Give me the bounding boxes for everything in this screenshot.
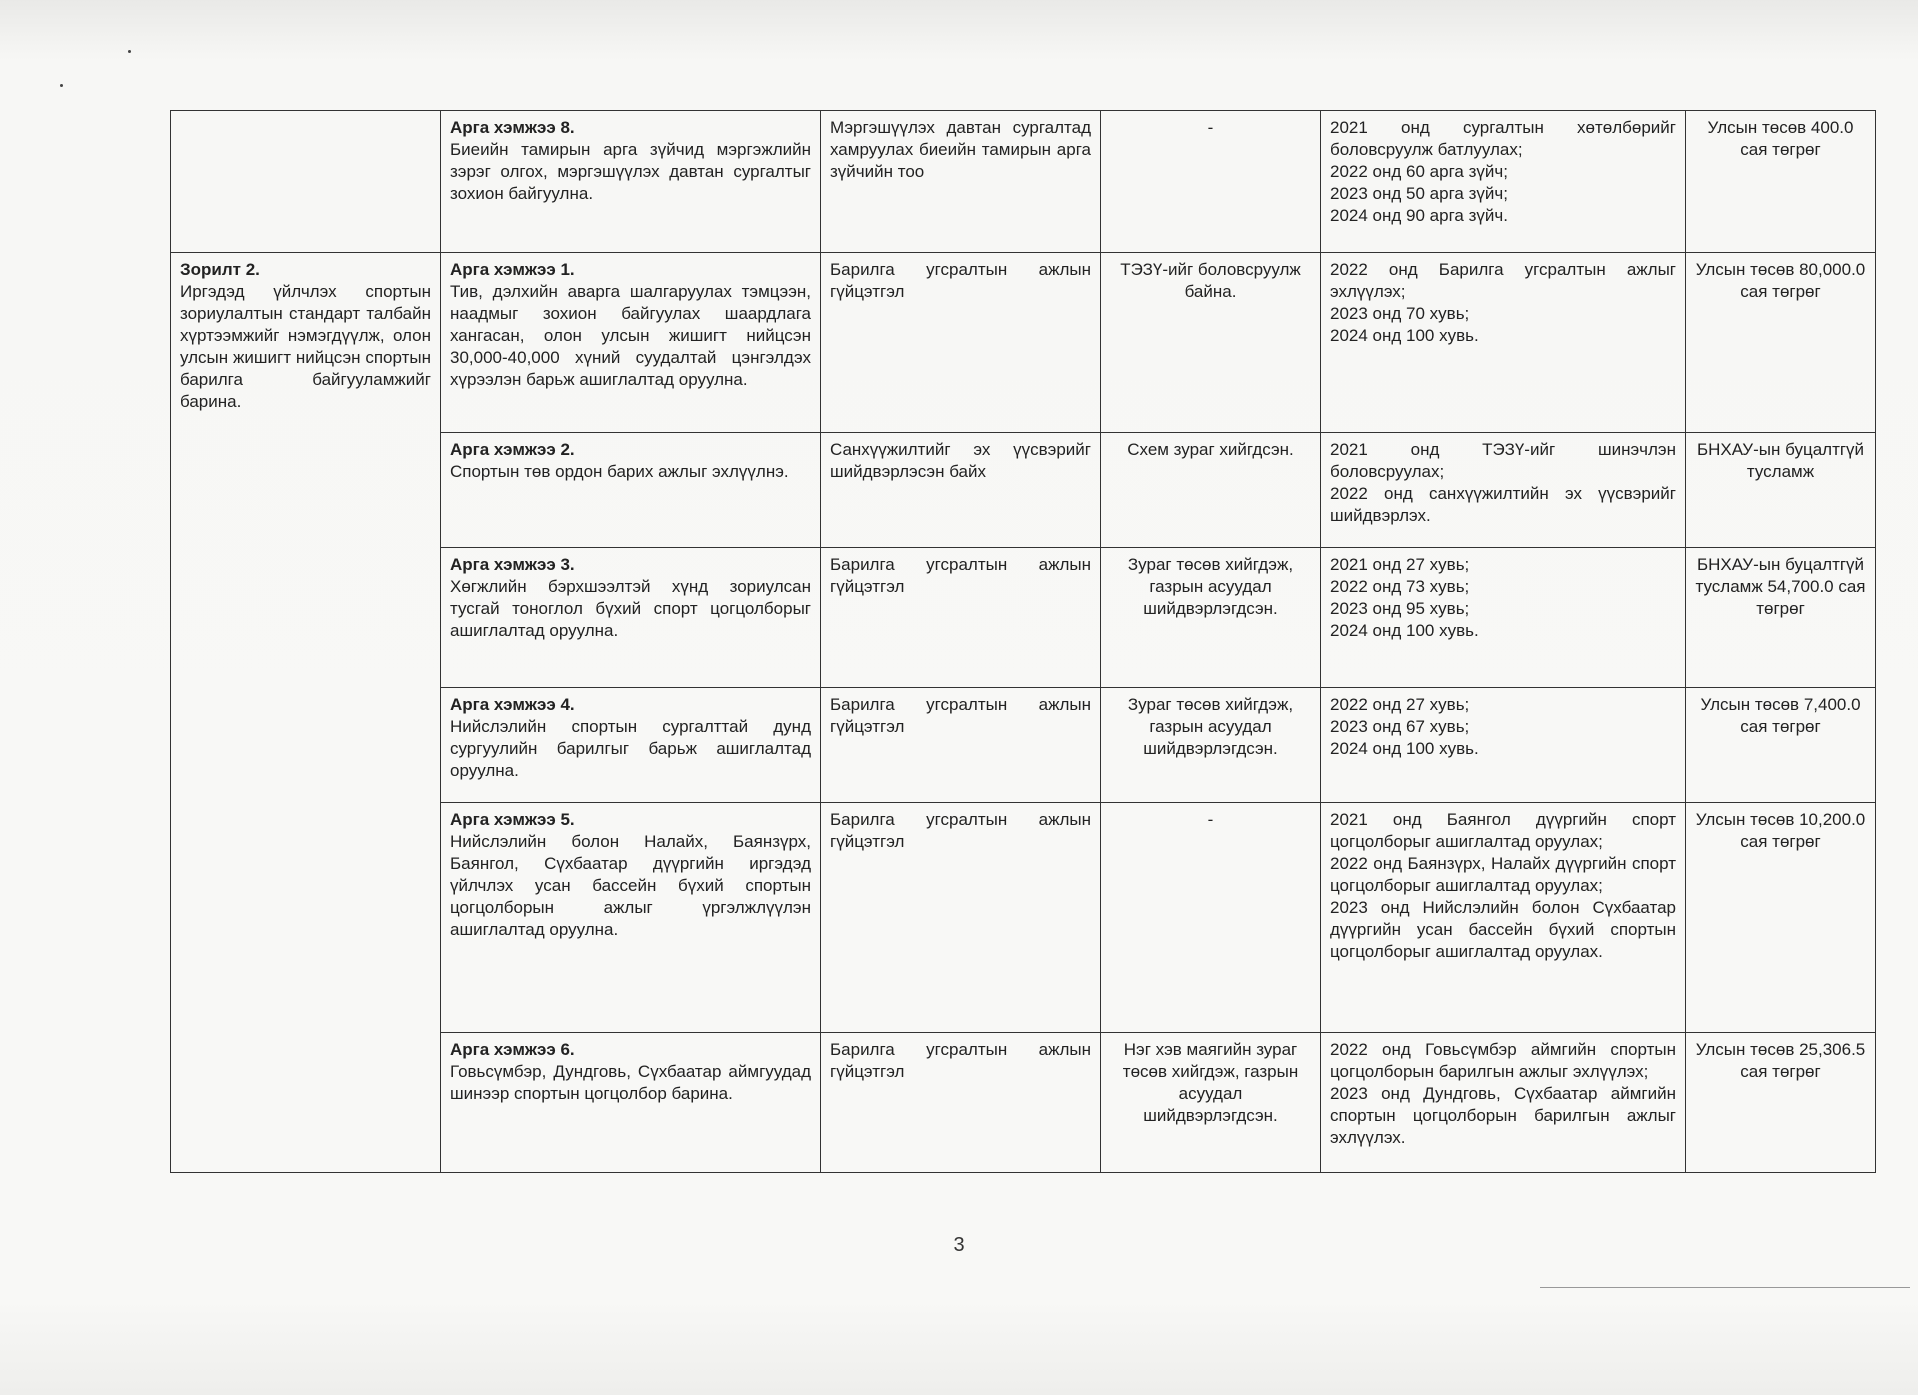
measure-cell (441, 803, 821, 1033)
scan-speck (128, 50, 131, 53)
budget-cell: БНХАУ-ын буцалтгүй тусламж (1686, 433, 1876, 548)
target-line: 2024 онд 100 хувь. (1330, 739, 1479, 758)
page-number: 3 (953, 1234, 965, 1256)
indicator-cell: Мэргэшүүлэх давтан сургалтад хамруулах биеийн тамирын арга зүйчийн тоо (821, 111, 1101, 253)
target-line: 2023 онд 50 арга зүйч; (1330, 184, 1508, 203)
goal-cell (171, 253, 441, 1173)
targets-cell (1321, 253, 1686, 433)
target-line: 2023 онд Дундговь, Сүхбаатар аймгийн спортын цогцолборын барилгын ажлыг эхлүүлэх. (1330, 1084, 1676, 1147)
target-line: 2021 онд сургалтын хөтөлбөрийг боловсруулж батлуулах; (1330, 118, 1676, 159)
target-line: 2023 онд 70 хувь; (1330, 304, 1470, 323)
measure-cell (441, 688, 821, 803)
targets-cell (1321, 548, 1686, 688)
target-line: 2023 онд 95 хувь; (1330, 599, 1470, 618)
measure-text: Хөгжлийн бэрхшээлтэй хүнд зориулсан тусгай тоноглол бүхий спорт цогцолборыг ашиглалтад оруулна. (450, 577, 811, 640)
measure-text: Спортын төв ордон барих ажлыг эхлүүлнэ. (450, 462, 789, 481)
goal-title: Зорилт 2. (180, 260, 260, 279)
footer-rule (1540, 1287, 1910, 1288)
target-line: 2024 онд 90 арга зүйч. (1330, 206, 1508, 225)
baseline-cell: - (1101, 803, 1321, 1033)
measure-text: Нийслэлийн спортын сургалттай дунд сургуулийн барилгыг барьж ашиглалтад оруулна. (450, 717, 811, 780)
budget-cell: Улсын төсөв 10,200.0 сая төгрөг (1686, 803, 1876, 1033)
measure-text: Тив, дэлхийн аварга шалгаруулах тэмцээн, наадмыг зохион байгуулах шаардлага хангасан, олон улсын жишигт нийцсэн 30,000-40,000 хүний суудалтай цэнгэлдэх хүрээлэн барьж ашиглалтад оруулна. (450, 282, 811, 389)
indicator-cell: Барилга угсралтын ажлын гүйцэтгэл (821, 253, 1101, 433)
indicator-cell: Санхүүжилтийг эх үүсвэрийг шийдвэрлэсэн байх (821, 433, 1101, 548)
baseline-cell: Схем зураг хийгдсэн. (1101, 433, 1321, 548)
table-row (171, 111, 1876, 253)
table-row (171, 253, 1876, 433)
baseline-cell: Нэг хэв маягийн зураг төсөв хийгдэж, газрын асуудал шийдвэрлэгдсэн. (1101, 1033, 1321, 1173)
indicator-cell: Барилга угсралтын ажлын гүйцэтгэл (821, 548, 1101, 688)
measure-title: Арга хэмжээ 4. (450, 695, 575, 714)
target-line: 2022 онд 60 арга зүйч; (1330, 162, 1508, 181)
target-line: 2022 онд 73 хувь; (1330, 577, 1470, 596)
indicator-cell: Барилга угсралтын ажлын гүйцэтгэл (821, 1033, 1101, 1173)
measure-title: Арга хэмжээ 5. (450, 810, 575, 829)
goal-text: Иргэдэд үйлчлэх спортын зориулалтын стандарт талбайн хүртээмжийг нэмэгдүүлж, олон улсын жишигт нийцсэн спортын барилга байгууламжийг барина. (180, 282, 431, 411)
baseline-cell: Зураг төсөв хийгдэж, газрын асуудал шийдвэрлэгдсэн. (1101, 548, 1321, 688)
target-line: 2024 онд 100 хувь. (1330, 621, 1479, 640)
target-line: 2022 онд санхүүжилтийн эх үүсвэрийг шийдвэрлэх. (1330, 484, 1676, 525)
targets-cell (1321, 1033, 1686, 1173)
target-line: 2022 онд 27 хувь; (1330, 695, 1470, 714)
measure-cell (441, 433, 821, 548)
measure-title: Арга хэмжээ 2. (450, 440, 575, 459)
measure-text: Нийслэлийн болон Налайх, Баянзүрх, Баянгол, Сүхбаатар дүүргийн иргэдэд үйлчлэх усан бассейн бүхий спортын цогцолборын ажлыг үргэлжлүүлэн ашиглалтад оруулна. (450, 832, 811, 939)
measure-title: Арга хэмжээ 1. (450, 260, 575, 279)
target-line: 2024 онд 100 хувь. (1330, 326, 1479, 345)
measure-text: Говьсүмбэр, Дундговь, Сүхбаатар аймгуудад шинээр спортын цогцолбор барина. (450, 1062, 811, 1103)
targets-cell (1321, 111, 1686, 253)
measure-cell (441, 111, 821, 253)
action-plan-table (170, 110, 1876, 1173)
scan-speck (60, 84, 63, 87)
measure-title: Арга хэмжээ 8. (450, 118, 575, 137)
target-line: 2023 онд Нийслэлийн болон Сүхбаатар дүүргийн усан бассейн бүхий спортын цогцолборыг ашиглалтад оруулах. (1330, 898, 1676, 961)
measure-title: Арга хэмжээ 6. (450, 1040, 575, 1059)
measure-cell (441, 548, 821, 688)
baseline-cell: Зураг төсөв хийгдэж, газрын асуудал шийдвэрлэгдсэн. (1101, 688, 1321, 803)
baseline-cell: - (1101, 111, 1321, 253)
indicator-cell: Барилга угсралтын ажлын гүйцэтгэл (821, 688, 1101, 803)
targets-cell (1321, 433, 1686, 548)
measure-cell (441, 253, 821, 433)
budget-cell: Улсын төсөв 25,306.5 сая төгрөг (1686, 1033, 1876, 1173)
target-line: 2021 онд 27 хувь; (1330, 555, 1470, 574)
measure-text: Биеийн тамирын арга зүйчид мэргэжлийн зэрэг олгох, мэргэшүүлэх давтан сургалтыг зохион байгуулна. (450, 140, 811, 203)
targets-cell (1321, 688, 1686, 803)
targets-cell (1321, 803, 1686, 1033)
budget-cell: Улсын төсөв 80,000.0 сая төгрөг (1686, 253, 1876, 433)
baseline-cell: ТЭЗҮ-ийг боловсруулж байна. (1101, 253, 1321, 433)
target-line: 2021 онд ТЭЗҮ-ийг шинэчлэн боловсруулах; (1330, 440, 1676, 481)
target-line: 2022 онд Баянзүрх, Налайх дүүргийн спорт цогцолборыг ашиглалтад оруулах; (1330, 854, 1676, 895)
target-line: 2022 онд Барилга угсралтын ажлыг эхлүүлэх; (1330, 260, 1676, 301)
measure-title: Арга хэмжээ 3. (450, 555, 575, 574)
budget-cell: Улсын төсөв 400.0 сая төгрөг (1686, 111, 1876, 253)
target-line: 2023 онд 67 хувь; (1330, 717, 1470, 736)
budget-cell: БНХАУ-ын буцалтгүй тусламж 54,700.0 сая төгрөг (1686, 548, 1876, 688)
target-line: 2022 онд Говьсүмбэр аймгийн спортын цогцолборын барилгын ажлыг эхлүүлэх; (1330, 1040, 1676, 1081)
measure-cell (441, 1033, 821, 1173)
indicator-cell: Барилга угсралтын ажлын гүйцэтгэл (821, 803, 1101, 1033)
goal-cell-empty (171, 111, 441, 253)
budget-cell: Улсын төсөв 7,400.0 сая төгрөг (1686, 688, 1876, 803)
target-line: 2021 онд Баянгол дүүргийн спорт цогцолборыг ашиглалтад оруулах; (1330, 810, 1676, 851)
